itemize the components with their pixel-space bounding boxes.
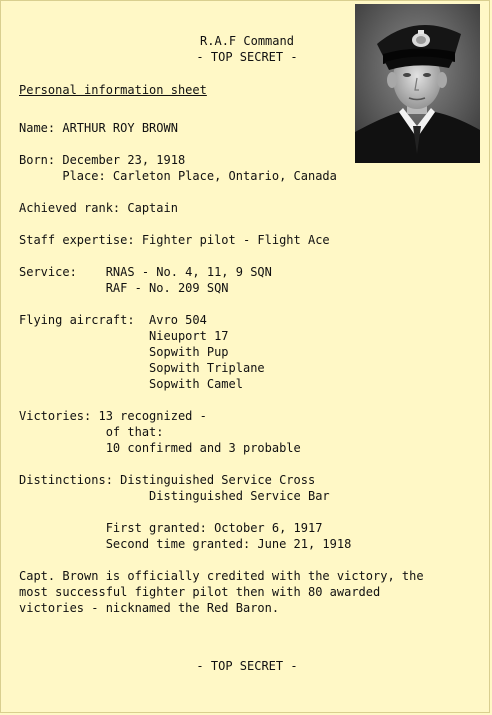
- note-line: victories - nicknamed the Red Baron.: [19, 601, 280, 615]
- portrait-photo: [355, 4, 480, 163]
- victories-line: Victories: 13 recognized -: [19, 409, 207, 423]
- footer-secret: - TOP SECRET -: [196, 659, 298, 673]
- victories-line: 10 confirmed and 3 probable: [19, 441, 301, 455]
- field-expertise: Staff expertise: Fighter pilot - Flight Ace: [19, 233, 330, 247]
- aircraft-line: Sopwith Triplane: [19, 361, 265, 375]
- victories-line: of that:: [19, 425, 164, 439]
- section-title: Personal information sheet: [19, 83, 207, 97]
- aircraft-line: Flying aircraft: Avro 504: [19, 313, 207, 327]
- field-service-raf: RAF - No. 209 SQN: [19, 281, 229, 295]
- field-name: Name: ARTHUR ROY BROWN: [19, 121, 178, 135]
- field-service: Service: RNAS - No. 4, 11, 9 SQN: [19, 265, 272, 279]
- note-line: most successful fighter pilot then with 80 awarded: [19, 585, 381, 599]
- header-command: R.A.F Command: [200, 34, 294, 48]
- aircraft-line: Nieuport 17: [19, 329, 229, 343]
- distinctions-line: Distinctions: Distinguished Service Cross: [19, 473, 316, 487]
- granted-line: First granted: October 6, 1917: [19, 521, 323, 535]
- field-born: Born: December 23, 1918: [19, 153, 186, 167]
- distinctions-line: Distinguished Service Bar: [19, 489, 330, 503]
- header-secret: - TOP SECRET -: [196, 50, 298, 64]
- field-place: Place: Carleton Place, Ontario, Canada: [19, 169, 337, 183]
- aircraft-line: Sopwith Camel: [19, 377, 243, 391]
- note-line: Capt. Brown is officially credited with the victory, the: [19, 569, 424, 583]
- aircraft-line: Sopwith Pup: [19, 345, 229, 359]
- field-rank: Achieved rank: Captain: [19, 201, 178, 215]
- granted-line: Second time granted: June 21, 1918: [19, 537, 352, 551]
